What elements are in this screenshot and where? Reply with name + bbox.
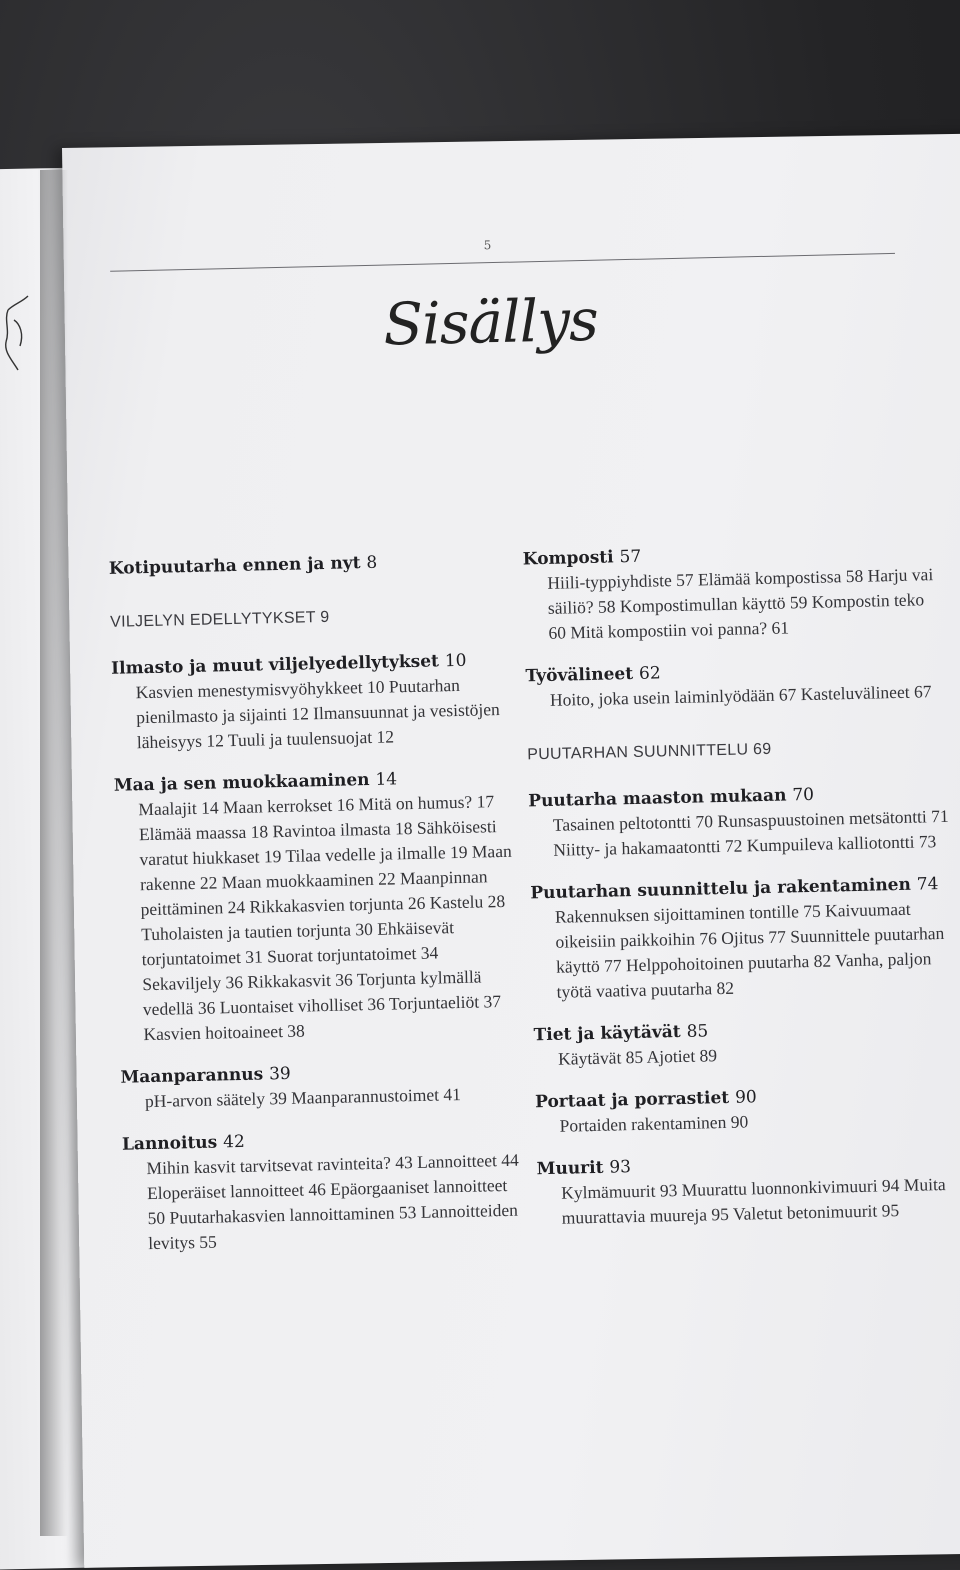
- chapter-subtopics: Kylmämuurit 93 Muurattu luonnonkivimuuri 94 Muita muurattavia muureja 95 Valetut betonimuurit 95: [560, 1174, 946, 1228]
- chapter-title: Portaat ja porrastiet: [534, 1087, 730, 1113]
- chapter-title: Tiet ja käytävät: [533, 1021, 681, 1046]
- toc-entry: [530, 872, 953, 1005]
- chapter-subtopics: Hoito, joka usein laiminlyödään 67 Kasteluvälineet 67: [549, 681, 932, 710]
- chapter-page-number: 42: [222, 1131, 246, 1153]
- chapter-title: Maanparannus: [120, 1064, 264, 1088]
- chapter-subtopics: pH-arvon säätely 39 Maanparannustoimet 41: [144, 1083, 462, 1112]
- chapter-title: Ilmasto ja muut viljelyedellytykset: [110, 651, 440, 679]
- toc-entry: [533, 1014, 954, 1073]
- toc-entry: [523, 538, 945, 647]
- chapter-page-number: 70: [792, 784, 815, 806]
- chapter-page-number: 62: [638, 663, 661, 684]
- chapter-page-number: 14: [375, 769, 398, 790]
- toc-section-heading: PUUTARHAN SUUNNITTELU 69: [527, 740, 772, 764]
- chapter-page-number: 10: [444, 650, 467, 672]
- chapter-title: Muurit: [536, 1157, 604, 1180]
- toc-entry: [110, 602, 510, 635]
- header-rule: [110, 253, 895, 272]
- toc-entry: [527, 734, 947, 768]
- toc-entry: [535, 1081, 956, 1140]
- toc-entry: [111, 648, 513, 756]
- chapter-subtopics: Kasvien menestymisvyöhykkeet 10 Puutarhan pienilmasto ja sijainti 12 Ilmansuunnat ja vesistöjen läheisyys 12 Tuuli ja tuulensuojat 12: [135, 674, 500, 753]
- page-title: Sisällys: [382, 285, 599, 359]
- page-number: 5: [483, 238, 492, 253]
- toc-entry: [120, 1057, 521, 1115]
- chapter-subtopics: Rakennuksen sijoittaminen tontille 75 Kaivuumaat oikeisiin paikkoihin 76 Ojitus 77 Suunnittele puutarhan käyttö 77 Helppohoitoinen puutarha 82 Vanha, paljon työtä vaativa puutarha 82: [554, 898, 945, 1002]
- chapter-title: Lannoitus: [121, 1132, 218, 1155]
- chapter-title: Työvälineet: [525, 663, 634, 687]
- chapter-page-number: 39: [268, 1063, 291, 1085]
- chapter-page-number: 90: [734, 1087, 757, 1108]
- chapter-page-number: 74: [916, 874, 939, 895]
- toc-chapter-heading: [109, 548, 509, 581]
- chapter-page-number: 93: [609, 1157, 632, 1178]
- chapter-page-number: 85: [686, 1021, 709, 1042]
- toc-left-column: [109, 548, 525, 1275]
- chapter-page-number: 8: [366, 552, 378, 573]
- chapter-title: Maa ja sen muokkaaminen: [113, 769, 370, 796]
- chapter-subtopics: Portaiden rakentaminen 90: [559, 1111, 749, 1136]
- chapter-subtopics: Tasainen peltotontti 70 Runsaspuustoinen metsätontti 71 Niitty- ja hakamaatontti 72 Kumpuileva kalliotontti 73: [552, 805, 949, 860]
- toc-entry: [114, 765, 520, 1048]
- toc-entry: [525, 655, 946, 714]
- toc-entry: [536, 1148, 958, 1232]
- toc-entry: [122, 1124, 525, 1257]
- chapter-title: Komposti: [522, 547, 614, 570]
- chapter-subtopics: Maalajit 14 Maan kerrokset 16 Mitä on humus? 17 Elämää maassa 18 Ravintoa ilmasta 18 Sähköisesti varatut hiukkaset 19 Tilaa vedelle ja ilmalle 19 Maan rakenne 22 Maan muokkaaminen 22 Maanpinnan peittäminen 24 Rikkakasvien torjunta 26 Kastelu 28 Tuholaisten ja tautien torjunta 30 Ehkäisevät torjuntatoimet 31 Suorat torjuntatoimet 34 Sekaviljely 36 Rikkakasvit 36 Torjunta kylmällä vedellä 36 Luontaiset viholliset 36 Torjuntaeliöt 37 Kasvien hoitoaineet 38: [138, 791, 512, 1045]
- toc-entry: [528, 780, 950, 864]
- toc-right-column: [523, 538, 959, 1249]
- chapter-title: Puutarhan suunnittelu ja rakentaminen: [530, 874, 912, 904]
- chapter-subtopics: Mihin kasvit tarvitsevat ravinteita? 43 Lannoitteet 44 Eloperäiset lannoitteet 46 Epäorgaaniset lannoitteet 50 Puutarhakasvien lannoittaminen 53 Lannoitteiden levitys 55: [146, 1149, 519, 1254]
- chapter-page-number: 57: [619, 546, 642, 568]
- chapter-title: Kotipuutarha ennen ja nyt: [108, 553, 361, 579]
- chapter-subtopics: Hiili-typpiyhdiste 57 Elämää kompostissa 58 Harju vai säiliö? 58 Kompostimullan käyttö 59 Kompostin teko 60 Mitä kompostiin voi panna? 61: [547, 564, 934, 643]
- toc-entry: [109, 548, 509, 581]
- chapter-title: Puutarha maaston mukaan: [528, 785, 787, 812]
- chapter-subtopics: Käytävät 85 Ajotiet 89: [557, 1045, 718, 1069]
- toc-section-heading: VILJELYN EDELLYTYKSET 9: [109, 608, 330, 631]
